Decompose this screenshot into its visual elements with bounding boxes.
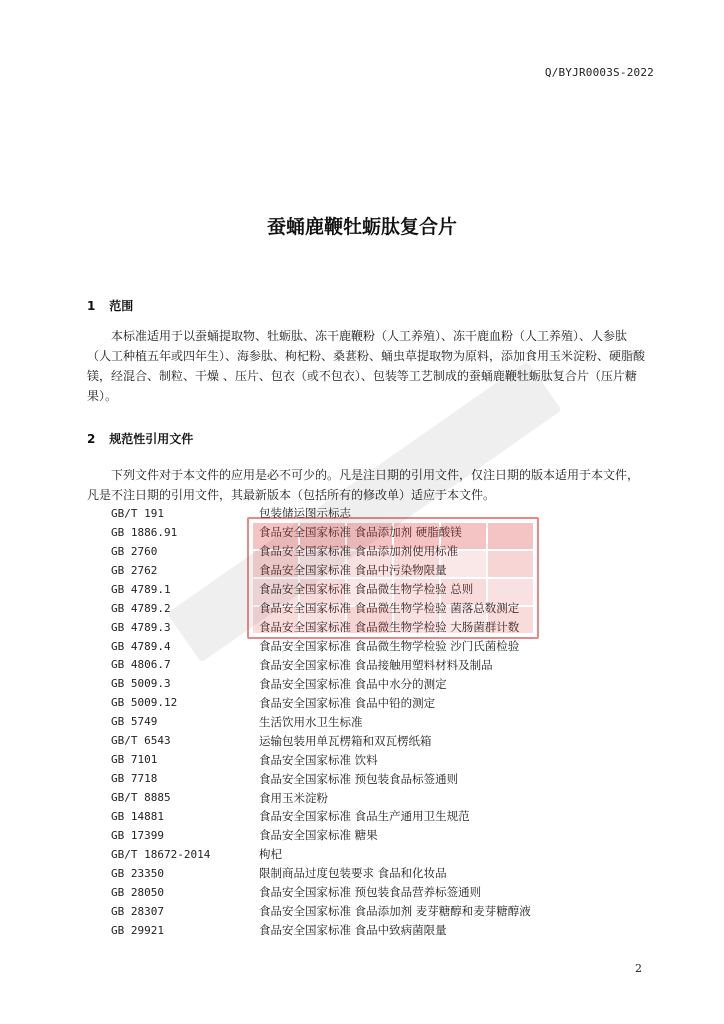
reference-row — [111, 656, 591, 675]
reference-title: 食品安全国家标准 食品生产通用卫生规范 — [259, 809, 470, 824]
reference-code: GB/T 6543 — [111, 734, 171, 748]
reference-title: 枸杞 — [259, 847, 282, 862]
reference-code: GB/T 18672-2014 — [111, 847, 211, 861]
page-number: 2 — [635, 962, 642, 975]
reference-row — [111, 807, 591, 826]
reference-list — [111, 504, 591, 940]
section-heading-scope — [87, 297, 133, 314]
document-code: Q/BYJR0003S-2022 — [544, 66, 654, 79]
reference-title: 食品安全国家标准 食品接触用塑料材料及制品 — [259, 657, 493, 672]
reference-title: 包装储运图示标志 — [259, 506, 351, 521]
reference-code: GB 7718 — [111, 772, 158, 786]
reference-row — [111, 826, 591, 845]
reference-row — [111, 864, 591, 883]
reference-row — [111, 542, 591, 561]
reference-title: 食品安全国家标准 食品中污染物限量 — [259, 563, 447, 578]
reference-code: GB 5009.3 — [111, 677, 171, 691]
reference-title: 食品安全国家标准 食品微生物学检验 沙门氏菌检验 — [259, 639, 520, 654]
reference-code: GB 4789.2 — [111, 601, 171, 615]
reference-title: 食品安全国家标准 食品微生物学检验 总则 — [259, 582, 474, 597]
reference-row — [111, 693, 591, 712]
reference-title: 食品安全国家标准 预包装食品营养标签通则 — [259, 885, 482, 900]
reference-code: GB 29921 — [111, 923, 164, 937]
reference-row — [111, 618, 591, 637]
reference-title: 限制商品过度包装要求 食品和化妆品 — [259, 866, 447, 881]
reference-code: GB/T 8885 — [111, 791, 171, 805]
reference-title: 食品安全国家标准 食品添加剂 麦芽糖醇和麦芽糖醇液 — [259, 904, 531, 919]
reference-row — [111, 750, 591, 769]
section-heading-references — [87, 430, 193, 447]
document-title: 蚕蛹鹿鞭牡蛎肽复合片 — [266, 216, 457, 238]
reference-title: 食品安全国家标准 食品微生物学检验 大肠菌群计数 — [259, 620, 520, 635]
reference-code: GB 4789.4 — [111, 639, 171, 653]
reference-row — [111, 561, 591, 580]
references-paragraph: 下列文件对于本文件的应用是必不可少的。凡是注日期的引用文件，仅注日期的版本适用于本文件，凡是不注日期的引用文件，其最新版本（包括所有的修改单）适应于本文件。 — [87, 468, 640, 502]
reference-code: GB 1886.91 — [111, 525, 178, 539]
reference-row — [111, 674, 591, 693]
reference-code: GB 28307 — [111, 904, 164, 918]
reference-row — [111, 788, 591, 807]
reference-row — [111, 523, 591, 542]
reference-row — [111, 504, 591, 523]
reference-title: 食品安全国家标准 食品中水分的测定 — [259, 676, 447, 691]
reference-title: 食品安全国家标准 饮料 — [259, 752, 378, 767]
reference-title: 食品安全国家标准 糖果 — [259, 828, 378, 843]
section-title: 范围 — [109, 299, 134, 313]
reference-row — [111, 599, 591, 618]
reference-code: GB 28050 — [111, 885, 164, 899]
reference-title: 食品安全国家标准 食品中铅的测定 — [259, 695, 436, 710]
reference-code: GB 17399 — [111, 828, 164, 842]
reference-row — [111, 769, 591, 788]
reference-code: GB 4789.1 — [111, 582, 171, 596]
section-number: 2 — [87, 432, 96, 446]
reference-title: 运输包装用单瓦楞箱和双瓦楞纸箱 — [259, 733, 432, 748]
reference-code: GB 2760 — [111, 544, 158, 558]
reference-row — [111, 902, 591, 921]
reference-row — [111, 731, 591, 750]
reference-row — [111, 921, 591, 940]
scope-paragraph: 本标准适用于以蚕蛹提取物、牡蛎肽、冻干鹿鞭粉（人工养殖）、冻干鹿血粉（人工养殖）、人参肽（人工种植五年或四年生）、海参肽、枸杞粉、桑葚粉、蛹虫草提取物为原料，添加食用玉米淀粉、硬脂酸镁，经混合、制粒、干燥 、压片、包衣（或不包衣）、包装等工艺制成的蚕蛹鹿鞭牡蛎肽复合片（压片糖果）。 — [87, 329, 646, 403]
reference-row — [111, 580, 591, 599]
reference-code: GB 2762 — [111, 563, 158, 577]
reference-row — [111, 637, 591, 656]
reference-title: 生活饮用水卫生标准 — [259, 714, 363, 729]
reference-row — [111, 712, 591, 731]
reference-code: GB 5749 — [111, 715, 158, 729]
reference-code: GB 23350 — [111, 866, 164, 880]
reference-code: GB 7101 — [111, 753, 158, 767]
section-title: 规范性引用文件 — [109, 432, 194, 446]
reference-code: GB 4789.3 — [111, 620, 171, 634]
reference-title: 食品安全国家标准 预包装食品标签通则 — [259, 771, 459, 786]
reference-title: 食品安全国家标准 食品微生物学检验 菌落总数测定 — [259, 601, 520, 616]
reference-code: GB 14881 — [111, 809, 164, 823]
reference-code: GB/T 191 — [111, 506, 164, 520]
reference-code: GB 4806.7 — [111, 658, 171, 672]
reference-title: 食品安全国家标准 食品添加剂使用标准 — [259, 544, 459, 559]
section-number: 1 — [87, 299, 96, 313]
reference-code: GB 5009.12 — [111, 696, 178, 710]
reference-title: 食品安全国家标准 食品添加剂 硬脂酸镁 — [259, 525, 462, 540]
reference-title: 食用玉米淀粉 — [259, 790, 328, 805]
reference-title: 食品安全国家标准 食品中致病菌限量 — [259, 923, 447, 938]
reference-row — [111, 845, 591, 864]
reference-row — [111, 883, 591, 902]
